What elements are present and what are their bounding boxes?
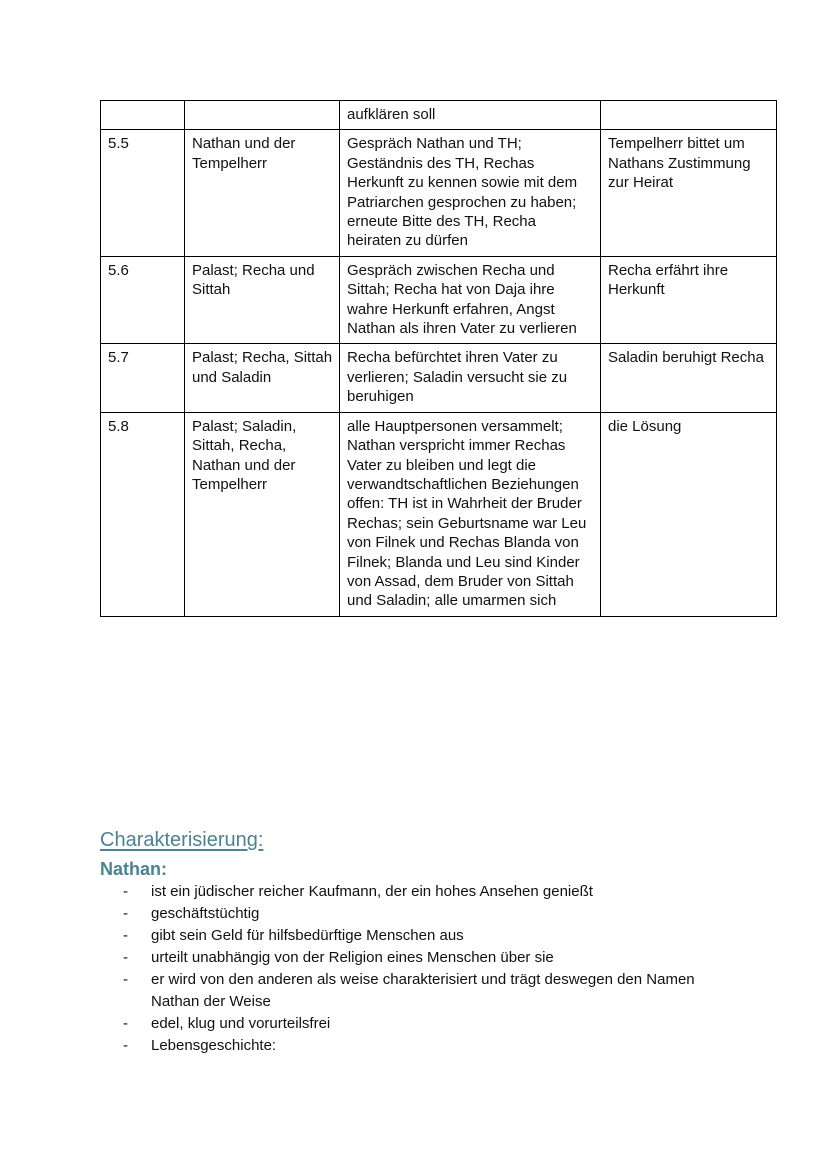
- list-item: [100, 881, 740, 903]
- character-name-heading: Nathan:: [100, 859, 167, 879]
- place-cell: Palast; Saladin, Sittah, Recha, Nathan und der Tempelherr: [185, 412, 340, 616]
- content-cell: Gespräch Nathan und TH; Geständnis des TH, Rechas Herkunft zu kennen sowie mit dem Patriarchen gesprochen zu haben; erneute Bitte des TH, Recha heiraten zu dürfen: [340, 130, 601, 256]
- list-item: [100, 925, 740, 947]
- list-item: [100, 947, 740, 969]
- summary-cell: Recha erfährt ihre Herkunft: [601, 256, 777, 344]
- list-item: [100, 1035, 740, 1057]
- content-cell: alle Hauptpersonen versammelt; Nathan verspricht immer Rechas Vater zu bleiben und legt die verwandtschaftlichen Beziehungen offen: TH ist in Wahrheit der Bruder Rechas; sein Geburtsname war Leu von Filnek und Rechas Blanda von Filnek; Blanda und Leu sind Kinder von Assad, dem Bruder von Sittah und Saladin; alle umarmen sich: [340, 412, 601, 616]
- place-cell: [185, 101, 340, 130]
- table-row: [101, 256, 777, 344]
- list-item: [100, 1013, 740, 1035]
- list-item-text: er wird von den anderen als weise charakterisiert und trägt deswegen den Namen Nathan der Weise: [151, 971, 695, 1010]
- place-cell: Palast; Recha, Sittah und Saladin: [185, 344, 340, 412]
- list-item: [100, 903, 740, 925]
- section-heading: Charakterisierung:: [100, 829, 264, 851]
- scene-number-cell: 5.8: [101, 412, 185, 616]
- place-cell: Nathan und der Tempelherr: [185, 130, 340, 256]
- list-item-text: Lebensgeschichte:: [151, 1037, 277, 1054]
- summary-cell: Saladin beruhigt Recha: [601, 344, 777, 412]
- summary-cell: die Lösung: [601, 412, 777, 616]
- dash-bullet: -: [123, 927, 128, 944]
- summary-cell: Tempelherr bittet um Nathans Zustimmung zur Heirat: [601, 130, 777, 256]
- dash-bullet: -: [123, 883, 128, 900]
- content-cell: Recha befürchtet ihren Vater zu verlieren; Saladin versucht sie zu beruhigen: [340, 344, 601, 412]
- content-cell: aufklären soll: [340, 101, 601, 130]
- list-item-text: ist ein jüdischer reicher Kaufmann, der ein hohes Ansehen genießt: [151, 883, 593, 900]
- list-item-text: edel, klug und vorurteilsfrei: [151, 1015, 331, 1032]
- trait-list: [100, 881, 740, 1057]
- scene-table: [100, 100, 777, 617]
- table-row: [101, 130, 777, 256]
- list-item-text: geschäftstüchtig: [151, 905, 260, 922]
- scene-number-cell: 5.7: [101, 344, 185, 412]
- list-item: [100, 969, 740, 1013]
- list-item-text: urteilt unabhängig von der Religion eines Menschen über sie: [151, 949, 554, 966]
- table-row: [101, 412, 777, 616]
- dash-bullet: -: [123, 971, 128, 988]
- content-cell: Gespräch zwischen Recha und Sittah; Recha hat von Daja ihre wahre Herkunft erfahren, Angst Nathan als ihren Vater zu verlieren: [340, 256, 601, 344]
- scene-number-cell: 5.6: [101, 256, 185, 344]
- table-row: [101, 344, 777, 412]
- dash-bullet: -: [123, 1037, 128, 1054]
- scene-number-cell: 5.5: [101, 130, 185, 256]
- dash-bullet: -: [123, 1015, 128, 1032]
- list-item-text: gibt sein Geld für hilfsbedürftige Menschen aus: [151, 927, 464, 944]
- dash-bullet: -: [123, 905, 128, 922]
- scene-number-cell: [101, 101, 185, 130]
- dash-bullet: -: [123, 949, 128, 966]
- summary-cell: [601, 101, 777, 130]
- table-row: [101, 101, 777, 130]
- place-cell: Palast; Recha und Sittah: [185, 256, 340, 344]
